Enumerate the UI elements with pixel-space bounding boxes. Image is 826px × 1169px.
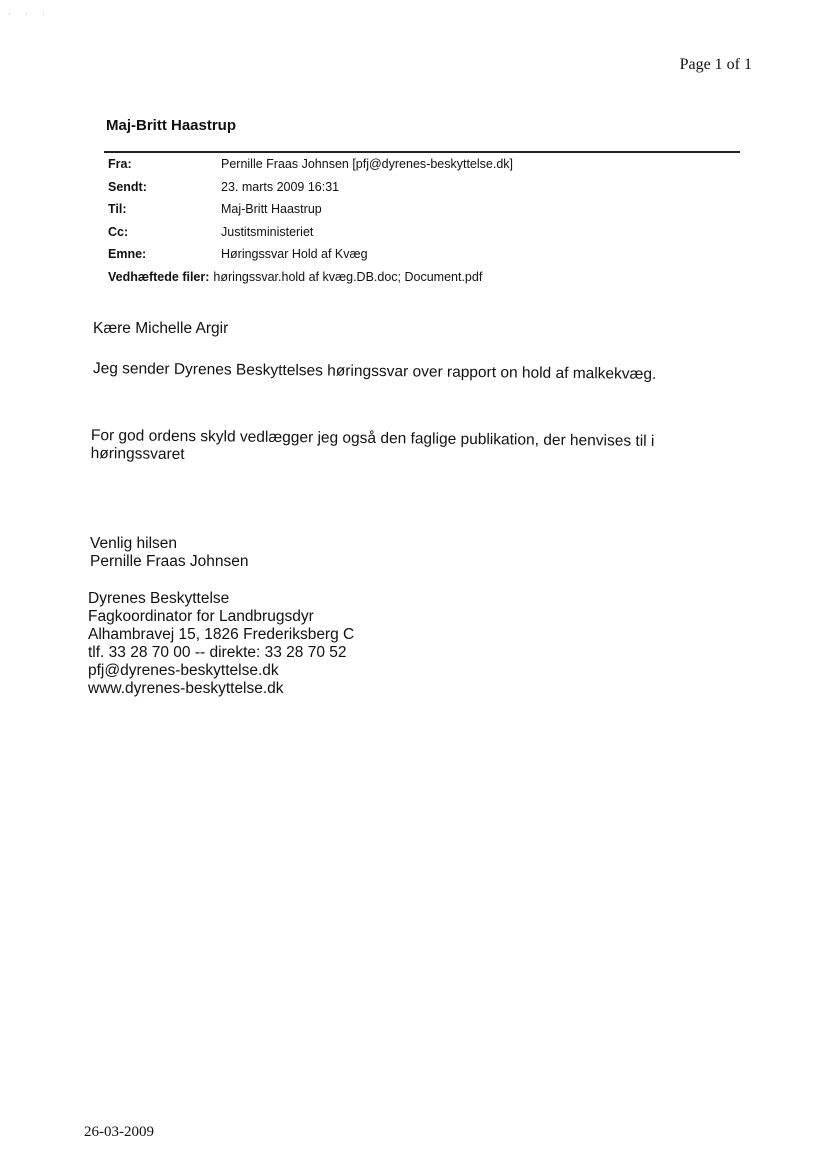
subject-label: Emne:	[108, 247, 147, 261]
signature-phone: tlf. 33 28 70 00 -- direkte: 33 28 70 52	[88, 644, 347, 661]
greeting: Kære Michelle Argir	[93, 320, 229, 337]
header-row-subject	[108, 243, 513, 266]
body-paragraph-1: Jeg sender Dyrenes Beskyttelses høringssvar over rapport on hold af malkekvæg.	[92, 360, 657, 383]
signature-email: pfj@dyrenes-beskyttelse.dk	[88, 662, 279, 679]
mailbox-owner-name: Maj-Britt Haastrup	[106, 117, 237, 134]
to-value: Maj-Britt Haastrup	[221, 202, 322, 216]
header-row-cc	[108, 221, 513, 244]
attachments-value: høringssvar.hold af kvæg.DB.doc; Document.pdf	[213, 269, 483, 284]
subject-value: Høringssvar Hold af Kvæg	[221, 247, 368, 261]
cc-value: Justitsministeriet	[221, 224, 314, 239]
to-label: Til:	[108, 202, 127, 216]
footer-date: 26-03-2009	[84, 1124, 154, 1140]
signature-address: Alhambravej 15, 1826 Frederiksberg C	[88, 626, 355, 643]
paragraph-2-line-2: høringssvaret	[90, 444, 185, 463]
closing-sender-name: Pernille Fraas Johnsen	[90, 553, 249, 570]
sent-value: 23. marts 2009 16:31	[221, 179, 340, 194]
from-label: Fra:	[108, 157, 132, 171]
cc-label: Cc:	[108, 224, 129, 239]
header-row-attachments	[108, 266, 513, 289]
signature-website: www.dyrenes-beskyttelse.dk	[88, 680, 284, 697]
signature-block	[88, 590, 354, 698]
signature-organization: Dyrenes Beskyttelse	[88, 590, 230, 607]
email-headers	[108, 153, 513, 288]
closing-salutation: Venlig hilsen	[90, 535, 178, 552]
closing	[90, 535, 249, 571]
header-row-sent	[108, 176, 513, 199]
header-row-to	[108, 198, 513, 221]
signature-role: Fagkoordinator for Landbrugsdyr	[88, 608, 314, 625]
paragraph-2-line-1: For god ordens skyld vedlægger jeg også den faglige publikation, der henvises til i	[90, 427, 655, 450]
attachments-label: Vedhæftede filer:	[108, 269, 210, 284]
body-paragraph-2	[91, 427, 711, 469]
from-value: Pernille Fraas Johnsen [pfj@dyrenes-beskyttelse.dk]	[221, 157, 513, 171]
page-number: Page 1 of 1	[679, 56, 752, 73]
scan-specks: · · ·	[8, 10, 51, 19]
sent-label: Sendt:	[108, 179, 147, 194]
header-row-from	[108, 153, 513, 176]
